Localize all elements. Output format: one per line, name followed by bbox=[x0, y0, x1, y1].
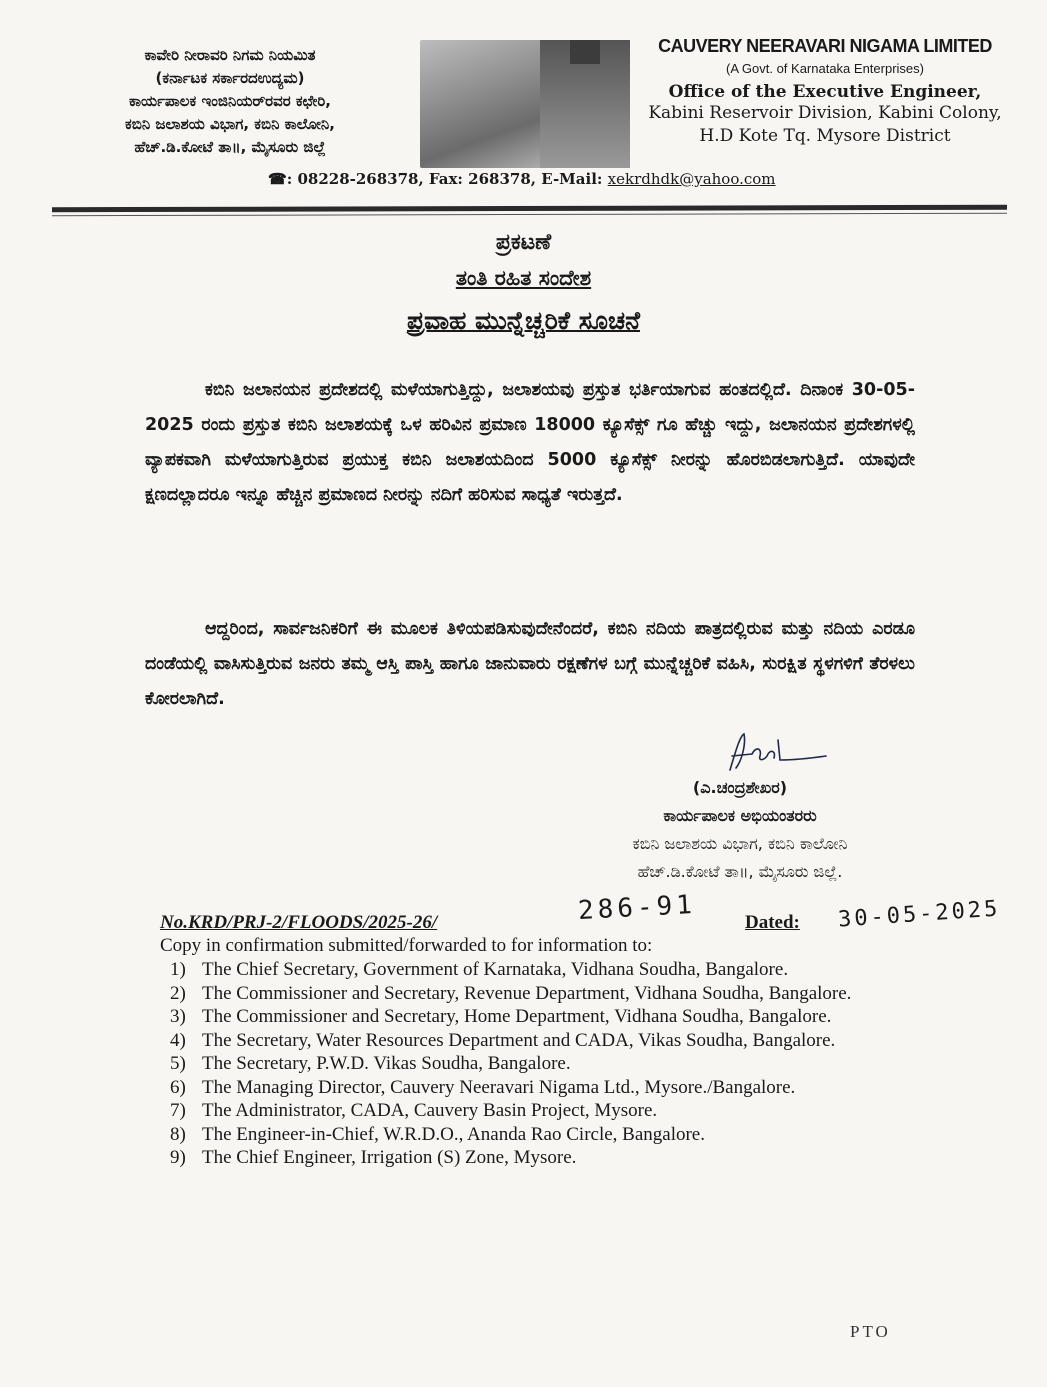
header-rule-thick bbox=[52, 205, 1007, 213]
list-item-number: 1) bbox=[170, 959, 186, 980]
list-item-number: 5) bbox=[170, 1053, 186, 1074]
body-paragraph-1: ಕಬಿನಿ ಜಲಾನಯನ ಪ್ರದೇಶದಲ್ಲಿ ಮಳೆಯಾಗುತ್ತಿದ್ದು, ಜಲಾಶಯವು ಪ್ರಸ್ತುತ ಭರ್ತಿಯಾಗುವ ಹಂತದಲ್ಲಿದೆ. ದಿನಾಂಕ 30-05-2025 ರಂದು ಪ್ರಸ್ತುತ ಕಬಿನಿ ಜಲಾಶಯಕ್ಕೆ ಒಳ ಹರಿವಿನ ಪ್ರಮಾಣ 18000 ಕ್ಯೂಸೆಕ್ಸ್ ಗೂ ಹೆಚ್ಚು ಇದ್ದು, ಜಲಾನಯನ ಪ್ರದೇಶಗಳಲ್ಲಿ ವ್ಯಾಪಕವಾಗಿ ಮಳೆಯಾಗುತ್ತಿರುವ ಪ್ರಯುಕ್ತ ಕಬಿನಿ ಜಲಾಶಯದಿಂದ 5000 ಕ್ಯೂಸೆಕ್ಸ್ ನೀರನ್ನು ಹೊರಬಿಡಲಾಗುತ್ತಿದೆ. ಯಾವುದೇ ಕ್ಷಣದಲ್ಲಾದರೂ ಇನ್ನೂ ಹೆಚ್ಚಿನ ಪ್ರಮಾಣದ ನೀರನ್ನು ನದಿಗೆ ಹರಿಸುವ ಸಾಧ್ಯತೆ ಇರುತ್ತದೆ. bbox=[145, 380, 915, 505]
list-item-text: The Chief Engineer, Irrigation (S) Zone, Mysore. bbox=[202, 1147, 577, 1168]
office-title: Office of the Executive Engineer, bbox=[668, 82, 982, 102]
wireless-title-text: ತಂತಿ ರಹಿತ ಸಂದೇಶ bbox=[455, 266, 592, 290]
wireless-title bbox=[0, 266, 1047, 291]
list-item-number: 7) bbox=[170, 1100, 186, 1121]
signature-block bbox=[560, 774, 920, 886]
header-rule-thin bbox=[52, 213, 1007, 217]
letterhead-english bbox=[640, 36, 1010, 148]
letterhead-kannada-line: ಹೆಚ್.ಡಿ.ಕೋಟೆ ತಾ॥, ಮೈಸೂರು ಜಿಲ್ಲೆ bbox=[134, 138, 326, 156]
list-item bbox=[170, 1052, 926, 1076]
list-item-number: 4) bbox=[170, 1029, 186, 1051]
dam-gate bbox=[570, 40, 600, 64]
announcement-title: ಪ್ರಕಟಣೆ bbox=[495, 230, 552, 255]
handwritten-signature bbox=[722, 730, 832, 780]
list-item bbox=[170, 1123, 926, 1147]
org-name: CAUVERY NEERAVARI NIGAMA LIMITED bbox=[658, 36, 992, 56]
reference-number: No.KRD/PRJ-2/FLOODS/2025-26/ bbox=[160, 912, 438, 933]
list-item bbox=[170, 1005, 926, 1029]
list-item-text: The Chief Secretary, Government of Karnataka, Vidhana Soudha, Bangalore. bbox=[202, 959, 789, 980]
dam-photo bbox=[420, 40, 630, 168]
org-subtitle: (A Govt. of Karnataka Enterprises) bbox=[726, 61, 924, 76]
list-item bbox=[170, 1146, 926, 1170]
handwritten-reference-number: 286-91 bbox=[577, 889, 697, 927]
list-item-number: 9) bbox=[170, 1147, 186, 1168]
signatory-dept-line: ಕಬಿನಿ ಜಲಾಶಯ ವಿಭಾಗ, ಕಬಿನಿ ಕಾಲೋನಿ bbox=[632, 834, 848, 853]
list-item-number: 8) bbox=[170, 1123, 186, 1145]
letterhead-kannada-line: ಕಾರ್ಯಪಾಲಕ ಇಂಜಿನಿಯರ್‌ರವರ ಕಛೇರಿ, bbox=[129, 92, 331, 110]
signatory-dept-line: ಹೆಚ್.ಡಿ.ಕೋಟೆ ತಾ॥, ಮೈಸೂರು ಜಿಲ್ಲೆ. bbox=[637, 862, 843, 881]
list-item bbox=[170, 1076, 926, 1100]
list-item bbox=[170, 982, 926, 1006]
list-item-text: The Commissioner and Secretary, Revenue Department, Vidhana Soudha, Bangalore. bbox=[202, 982, 852, 1004]
list-item bbox=[170, 1029, 926, 1053]
signatory-designation: ಕಾರ್ಯಪಾಲಕ ಅಭಿಯಂತರರು bbox=[663, 806, 817, 825]
list-item-text: The Secretary, P.W.D. Vikas Soudha, Bangalore. bbox=[202, 1053, 571, 1074]
copy-recipient-list bbox=[170, 958, 926, 1170]
list-item bbox=[170, 958, 926, 982]
flood-warning-title bbox=[0, 306, 1047, 336]
list-item-text: The Secretary, Water Resources Department and CADA, Vikas Soudha, Bangalore. bbox=[202, 1029, 836, 1051]
address-line: Kabini Reservoir Division, Kabini Colony, bbox=[648, 103, 1002, 123]
letterhead-kannada-line: ಕಬಿನಿ ಜಲಾಶಯ ವಿಭಾಗ, ಕಬಿನಿ ಕಾಲೋನಿ, bbox=[125, 115, 335, 133]
telephone-icon: ☎ bbox=[268, 170, 287, 188]
handwritten-date: 30-05-2025 bbox=[837, 896, 1002, 933]
list-item-text: The Administrator, CADA, Cauvery Basin Project, Mysore. bbox=[202, 1100, 658, 1121]
contact-text: : 08228-268378, Fax: 268378, E-Mail: bbox=[286, 170, 608, 188]
list-item-number: 3) bbox=[170, 1006, 186, 1027]
list-item-number: 2) bbox=[170, 982, 186, 1004]
list-item-text: The Commissioner and Secretary, Home Department, Vidhana Soudha, Bangalore. bbox=[202, 1006, 832, 1027]
copy-intro: Copy in confirmation submitted/forwarded to for information to: bbox=[160, 935, 653, 956]
letterhead-kannada bbox=[60, 44, 400, 159]
flood-warning-title-text: ಪ್ರವಾಹ ಮುನ್ನೆಚ್ಚರಿಕೆ ಸೂಚನೆ bbox=[407, 306, 640, 335]
list-item-text: The Engineer-in-Chief, W.R.D.O., Ananda Rao Circle, Bangalore. bbox=[202, 1123, 705, 1145]
contact-line bbox=[268, 170, 776, 188]
dated-label: Dated: bbox=[745, 912, 800, 933]
list-item-text: The Managing Director, Cauvery Neeravari Nigama Ltd., Mysore./Bangalore. bbox=[202, 1076, 796, 1098]
list-item-number: 6) bbox=[170, 1076, 186, 1098]
list-item bbox=[170, 1099, 926, 1123]
body-paragraph-2: ಆದ್ದರಿಂದ, ಸಾರ್ವಜನಿಕರಿಗೆ ಈ ಮೂಲಕ ತಿಳಿಯಪಡಿಸುವುದೇನೆಂದರೆ, ಕಬಿನಿ ನದಿಯ ಪಾತ್ರದಲ್ಲಿರುವ ಮತ್ತು ನದಿಯ ಎರಡೂ ದಂಡೆಯಲ್ಲಿ ವಾಸಿಸುತ್ತಿರುವ ಜನರು ತಮ್ಮ ಆಸ್ತಿ ಪಾಸ್ತಿ ಹಾಗೂ ಜಾನುವಾರು ರಕ್ಷಣೆಗಳ ಬಗ್ಗೆ ಮುನ್ನೆಚ್ಚರಿಕೆ ವಹಿಸಿ, ಸುರಕ್ಷಿತ ಸ್ಥಳಗಳಿಗೆ ತೆರಳಲು ಕೋರಲಾಗಿದೆ. bbox=[145, 619, 915, 709]
address-line: H.D Kote Tq. Mysore District bbox=[699, 126, 951, 146]
signatory-name: (ಎ.ಚಂದ್ರಶೇಖರ) bbox=[692, 778, 788, 797]
pto-marker: PTO bbox=[850, 1322, 891, 1341]
email-link[interactable]: xekrdhdk@yahoo.com bbox=[607, 170, 776, 188]
letterhead-kannada-line: ಕಾವೇರಿ ನೀರಾವರಿ ನಿಗಮ ನಿಯಮಿತ bbox=[144, 46, 316, 64]
letterhead-kannada-line: (ಕರ್ನಾಟಕ ಸರ್ಕಾರದಉದ್ಯಮ) bbox=[155, 69, 305, 87]
